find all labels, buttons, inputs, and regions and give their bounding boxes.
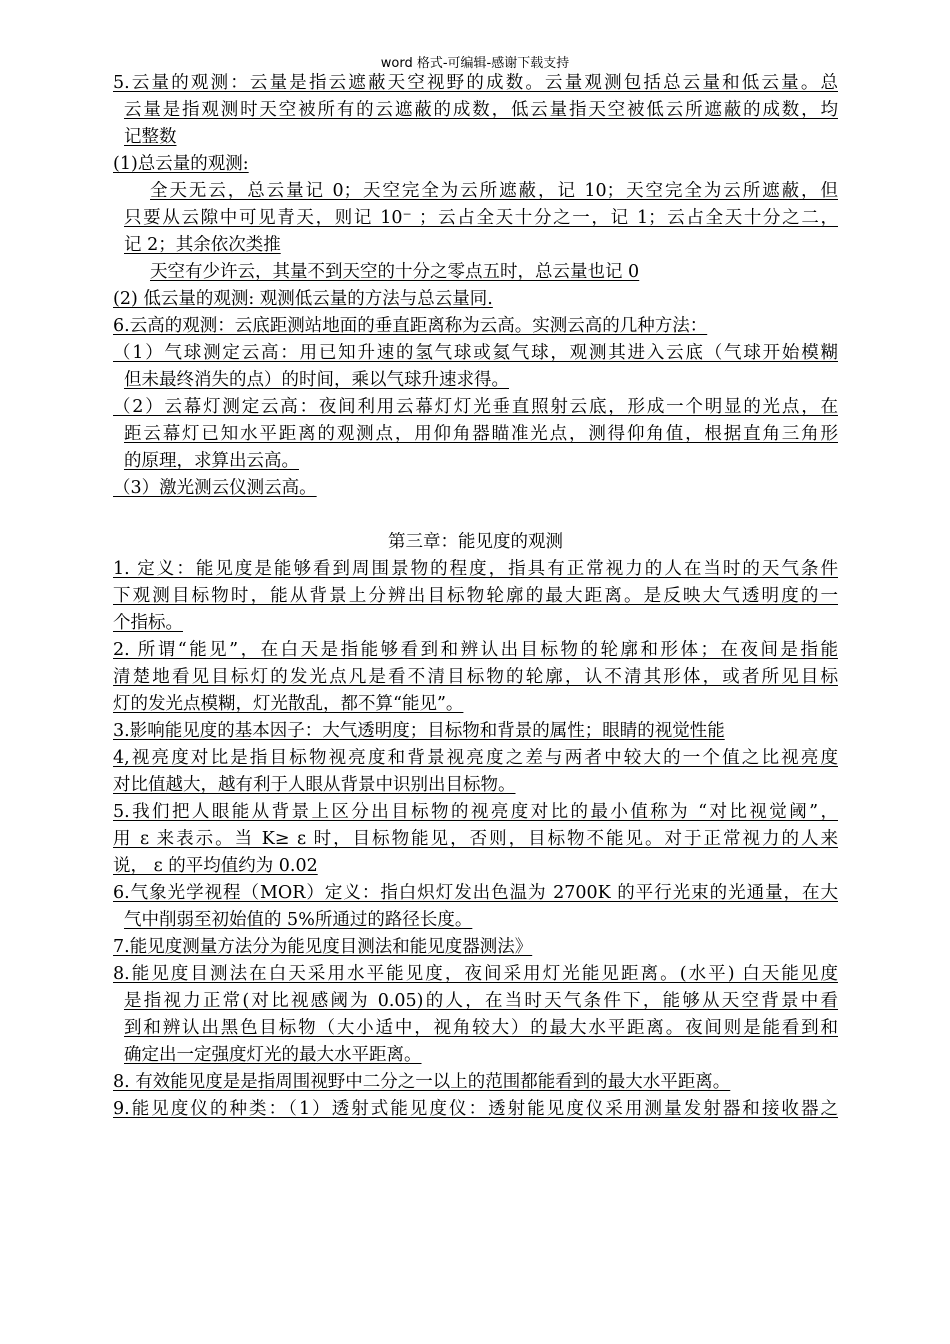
text-line: 但未最终消失的点）的时间，乘以气球升速求得。 bbox=[124, 370, 509, 390]
text-line: 云量是指观测时天空被所有的云遮蔽的成数，低云量指天空被低云所遮蔽的成数，均 bbox=[124, 100, 838, 120]
text-line: 清楚地看见目标灯的发光点凡是看不清目标物的轮廓，认不清其形体，或者所见目标 bbox=[113, 667, 838, 687]
text-line: (2) 低云量的观测: 观测低云量的方法与总云量同. bbox=[113, 289, 493, 309]
document-body bbox=[113, 70, 838, 1123]
text-line: 5.云量的观测：云量是指云遮蔽天空视野的成数。云量观测包括总云量和低云量。总 bbox=[113, 73, 838, 93]
text-line: 全天无云，总云量记 0；天空完全为云所遮蔽，记 10；天空完全为云所遮蔽，但 bbox=[150, 181, 838, 201]
text-line: 6.云高的观测：云底距测站地面的垂直距离称为云高。实测云高的几种方法： bbox=[113, 316, 708, 336]
text-line: 2. 所谓“能见”，在白天是指能够看到和辨认出目标物的轮廓和形体；在夜间是指能 bbox=[113, 640, 838, 660]
text-line: 只要从云隙中可见青天，则记 10⁻ ；云占全天十分之一，记 1；云占全天十分之二， bbox=[124, 208, 838, 228]
text-line: 距云幕灯已知水平距离的观测点，用仰角器瞄准光点，测得仰角值，根据直角三角形 bbox=[124, 424, 838, 444]
text-line: 是指视力正常(对比视感阈为 0.05)的人，在当时天气条件下，能够从天空背景中看 bbox=[124, 991, 838, 1011]
text-line: 灯的发光点模糊，灯光散乱，都不算“能见”。 bbox=[113, 694, 464, 714]
text-line: 的原理，求算出云高。 bbox=[124, 451, 299, 471]
text-line: 气中削弱至初始值的 5%所通过的路径长度。 bbox=[124, 910, 473, 930]
chapter-title: 第三章：能见度的观测 bbox=[388, 532, 563, 552]
blank-line bbox=[113, 502, 838, 529]
text-line: 对比值越大，越有利于人眼从背景中识别出目标物。 bbox=[113, 775, 516, 795]
page-header: word 格式-可编辑-感谢下载支持 bbox=[380, 56, 570, 71]
text-line: 确定出一定强度灯光的最大水平距离。 bbox=[124, 1045, 422, 1065]
text-line: 到和辨认出黑色目标物（大小适中，视角较大）的最大水平距离。夜间则是能看到和 bbox=[124, 1018, 838, 1038]
text-line: 8.能见度目测法在白天采用水平能见度，夜间采用灯光能见距离。(水平) 白天能见度 bbox=[113, 964, 838, 984]
text-line: 3.影响能见度的基本因子：大气透明度；目标物和背景的属性；眼睛的视觉性能 bbox=[113, 721, 725, 741]
text-line: 4,视亮度对比是指目标物视亮度和背景视亮度之差与两者中较大的一个值之比视亮度 bbox=[113, 748, 838, 768]
text-line: 天空有少许云，其量不到天空的十分之零点五时，总云量也记 0 bbox=[150, 262, 640, 282]
text-line: （3）激光测云仪测云高。 bbox=[113, 478, 317, 498]
text-line: 下观测目标物时，能从背景上分辨出目标物轮廓的最大距离。是反映大气透明度的一 bbox=[113, 586, 838, 606]
text-line: 5.我们把人眼能从背景上区分出目标物的视亮度对比的最小值称为 “对比视觉阈”， bbox=[113, 802, 838, 822]
text-line: 8. 有效能见度是是指周围视野中二分之一以上的范围都能看到的最大水平距离。 bbox=[113, 1072, 731, 1092]
text-line: 9.能见度仪的种类：（1）透射式能见度仪：透射能见度仪采用测量发射器和接收器之 bbox=[113, 1099, 838, 1119]
text-line: 7.能见度测量方法分为能见度目测法和能见度器测法》 bbox=[113, 937, 533, 957]
text-line: (1)总云量的观测: bbox=[113, 154, 249, 174]
text-line: 记整数 bbox=[124, 127, 177, 147]
text-line: 用 ε 来表示。当 K≥ ε 时，目标物能见，否则，目标物不能见。对于正常视力的人来 bbox=[113, 829, 838, 849]
text-line: 1. 定义：能见度是能够看到周围景物的程度，指具有正常视力的人在当时的天气条件 bbox=[113, 559, 838, 579]
text-line: （1）气球测定云高：用已知升速的氢气球或氦气球，观测其进入云底（气球开始模糊 bbox=[113, 343, 838, 363]
text-line: 记 2；其余依次类推 bbox=[124, 235, 281, 255]
text-line: 个指标。 bbox=[113, 613, 183, 633]
text-line: （2）云幕灯测定云高：夜间利用云幕灯灯光垂直照射云底，形成一个明显的光点，在 bbox=[113, 397, 838, 417]
text-line: 说， ε 的平均值约为 0.02 bbox=[113, 856, 318, 876]
text-line: 6.气象光学视程（MOR）定义：指白炽灯发出色温为 2700K 的平行光束的光通量，在大 bbox=[113, 883, 838, 903]
